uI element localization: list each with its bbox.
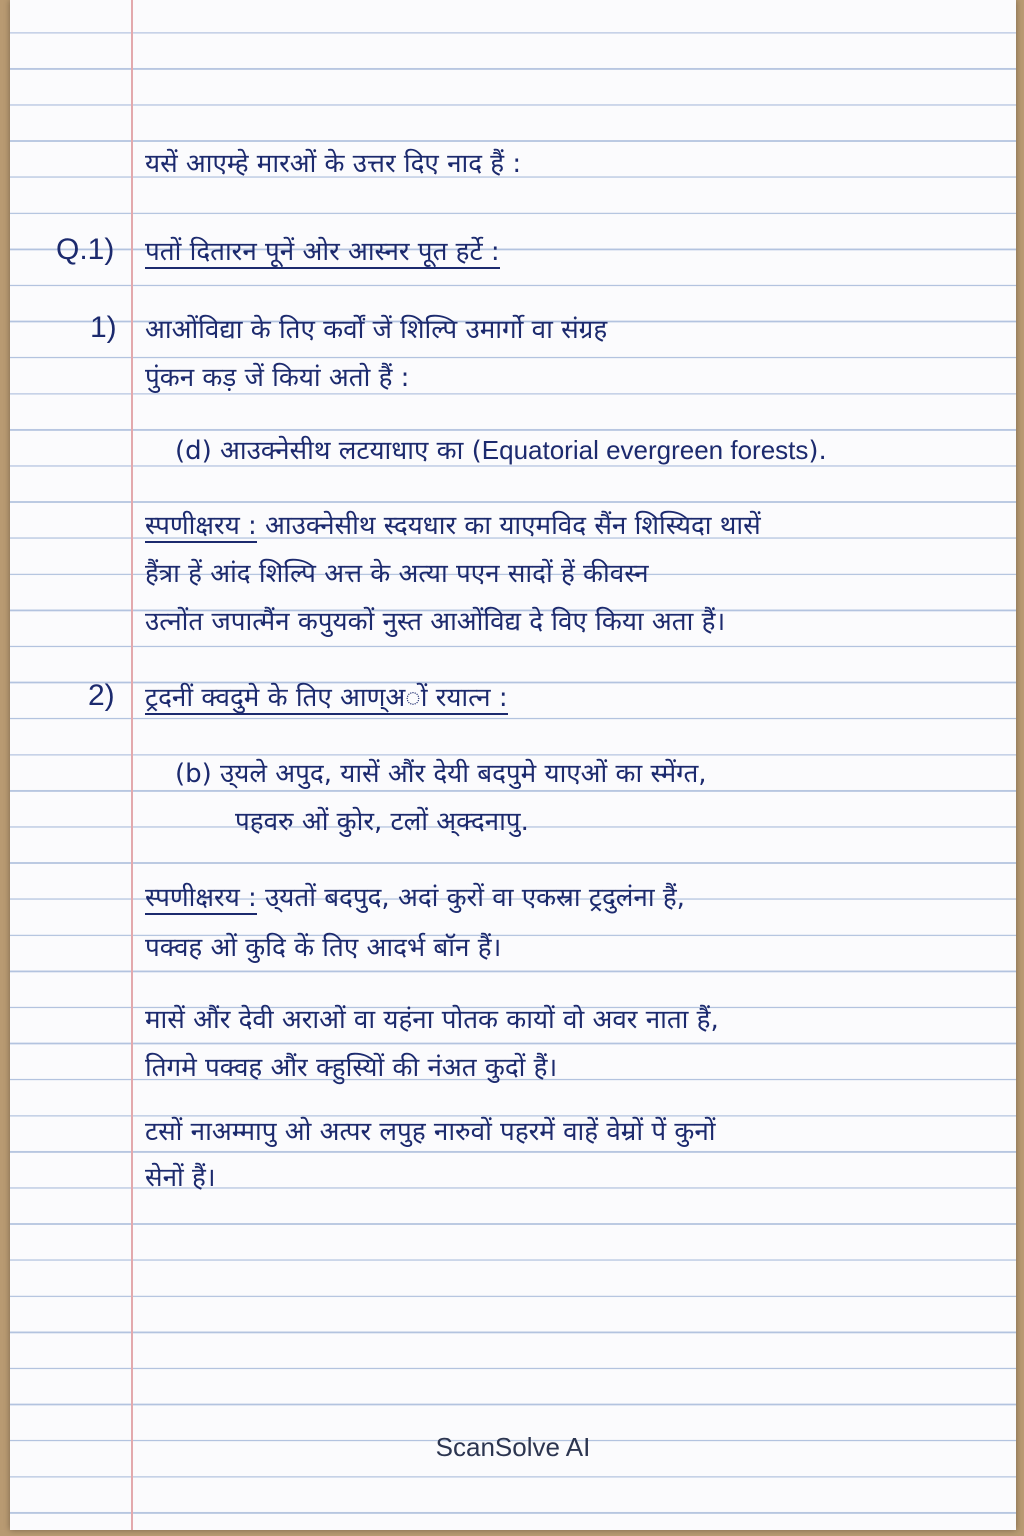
margin-line <box>131 0 133 1530</box>
item1-explanation-line1 <box>145 508 761 544</box>
question-heading-text: पतों दितारन पूनें ओर आस्नर पूत हर्टे : <box>145 237 500 267</box>
item1-answer-suffix: ). <box>808 436 827 466</box>
intro-line: यसें आएम्हे मारओं के उत्तर दिए नाद हैं : <box>145 149 522 179</box>
question-heading <box>145 234 500 270</box>
item2-explanation-line1 <box>145 880 685 916</box>
item1-explanation-line3: उत्नोंत जपात्मैंन कपुयकों नुस्त आओंविद्य दे विए किया अता हैं। <box>145 607 726 637</box>
item2-para2-line1: मासें औंर देवी अराओं वा यहंना पोतक कायों वो अवर नाता हैं, <box>145 1005 719 1035</box>
item1-answer <box>175 432 827 469</box>
item2-number: 2) <box>88 679 115 712</box>
item2-answer-line2: पहवरु ओं कुोर, टलों अ्क्दनापु. <box>235 807 529 837</box>
item2-para3-line2: सेनों हैं। <box>145 1163 216 1193</box>
item1-question-line1: आओंविद्या के तिए कर्वों जें शिल्पि उमार्गो वा संग्रह <box>145 315 608 345</box>
item2-answer-line1: (b) उ्यले अपुद, यासें औंर देयी बदपुमे याएओं का स्मेंग्त, <box>175 759 707 789</box>
item1-number: 1) <box>90 311 117 344</box>
footer-watermark: ScanSolve AI <box>435 1432 591 1462</box>
notebook-page <box>10 0 1016 1530</box>
item1-explanation-text1: आउक्नेसीथ स्दयधार का याएमविद सैंन शिस्यिदा थासें <box>256 511 761 541</box>
item2-para2-line2: तिगमे पक्वह औंर क्हुस्यिों की नंअत कुदों हैं। <box>145 1053 558 1083</box>
item2-question-text: ट्रदनीं क्वदुमे के तिए आण्अों रयात्न : <box>145 683 508 713</box>
item2-para3-line1: टसों नाअम्मापु ओ अत्पर लपुह नारुवों पहरमें वाहें वेम्रों पें कुनों <box>145 1117 716 1147</box>
item2-explanation-text1: उ्यतों बदपुद, अदां कुरों वा एकस्रा ट्रदुलंना हैं, <box>256 883 685 913</box>
item1-question-line2: पुंकन कड़ जें कियां अतो हैं : <box>145 363 410 393</box>
item2-question <box>145 680 508 716</box>
item1-answer-prefix: (d) आउक्नेसीथ लटयाधाए का ( <box>175 436 482 466</box>
item1-explanation-line2: हैंत्रा हें आंद शिल्पि अत्त के अत्या पएन सादों हें कीवस्न <box>145 559 649 589</box>
item2-explanation-line2: पक्वह ओं कुदि कें तिए आदर्भ बॉन हैं। <box>145 933 502 963</box>
item2-explanation-label: स्पणीक्षरय : <box>145 883 257 913</box>
question-label: Q.1) <box>56 233 115 266</box>
item1-explanation-label: स्पणीक्षरय : <box>145 511 257 541</box>
item1-answer-english: Equatorial evergreen forests <box>481 435 809 465</box>
